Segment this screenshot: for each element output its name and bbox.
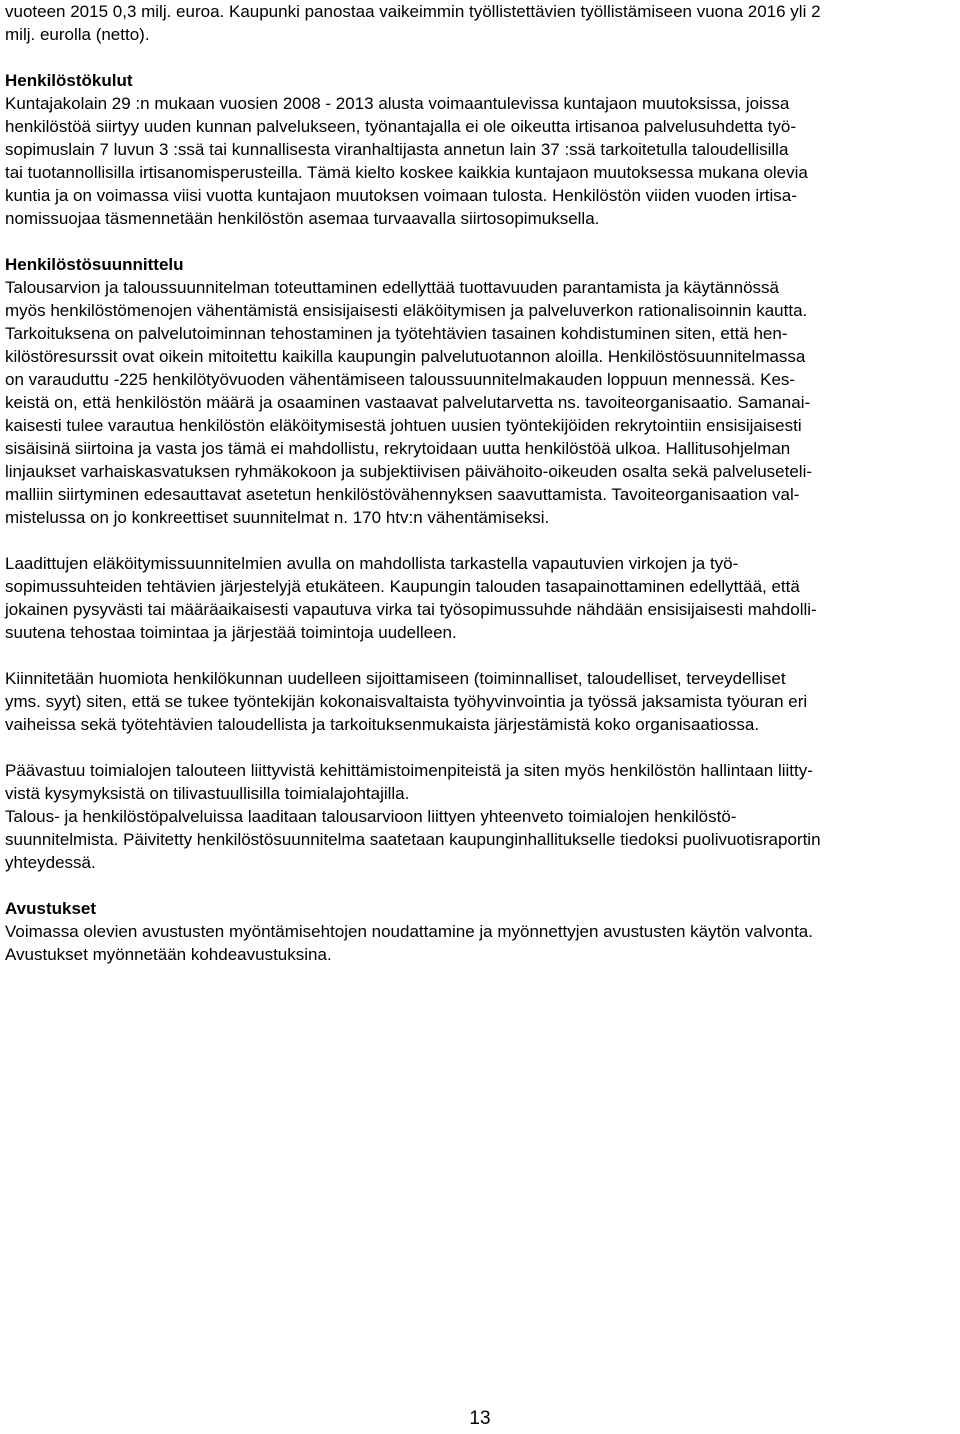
- text-line: on varauduttu -225 henkilötyövuoden vähentämiseen taloussuunnitelmakauden loppuun mennessä. Kes-: [5, 370, 796, 389]
- text-line: kaisesti tulee varautua henkilöstön eläköitymisestä johtuen uusien työntekijöiden rekrytointiin ensisijaisesti: [5, 416, 802, 435]
- text-line: mistelussa on jo konkreettiset suunnitelmat n. 170 htv:n vähentämiseksi.: [5, 508, 550, 527]
- paragraph: [5, 552, 955, 644]
- text-line: sopimussuhteiden tehtävien järjestelyjä etukäteen. Kaupungin talouden tasapainottaminen edellyttää, että: [5, 577, 800, 596]
- paragraph: [5, 667, 955, 736]
- text-line: Voimassa olevien avustusten myöntämisehtojen noudattamine ja myönnettyjen avustusten käytön valvonta.: [5, 922, 813, 941]
- paragraph: [5, 92, 955, 230]
- section-heading: Henkilöstökulut: [5, 71, 133, 90]
- text-line: sopimuslain 7 luvun 3 :ssä tai kunnallisesta viranhaltijasta annetun lain 37 :ssä tarkoitetulla taloudellisilla: [5, 140, 789, 159]
- text-line: Avustukset myönnetään kohdeavustuksina.: [5, 945, 332, 964]
- text-line: vistä kysymyksistä on tilivastuullisilla toimialajohtajilla.: [5, 784, 410, 803]
- text-line: Tarkoituksena on palvelutoiminnan tehostaminen ja työtehtävien tasainen kohdistuminen siten, että hen-: [5, 324, 788, 343]
- section-heading: Henkilöstösuunnittelu: [5, 255, 184, 274]
- paragraph: [5, 276, 955, 529]
- section-avustukset: [5, 897, 955, 966]
- text-line: suutena tehostaa toimintaa ja järjestää toimintoja uudelleen.: [5, 623, 457, 642]
- text-line: yms. syyt) siten, että se tukee työntekijän kokonaisvaltaista työhyvinvointia ja työssä jaksamista työuran eri: [5, 692, 808, 711]
- text-line: Talous- ja henkilöstöpalveluissa laaditaan talousarvioon liittyen yhteenveto toimialojen henkilöstö-: [5, 807, 737, 826]
- text-line: Kiinnitetään huomiota henkilökunnan uudelleen sijoittamiseen (toiminnalliset, taloudelliset, terveydelliset: [5, 669, 786, 688]
- intro-paragraph: [5, 0, 955, 46]
- section-heading: Avustukset: [5, 899, 97, 918]
- page-number: 13: [469, 1408, 491, 1429]
- text-line: milj. eurolla (netto).: [5, 25, 150, 44]
- text-line: vuoteen 2015 0,3 milj. euroa. Kaupunki panostaa vaikeimmin työllistettävien työllistämiseen vuona 2016 yli 2: [5, 2, 821, 21]
- text-line: myös henkilöstömenojen vähentämistä ensisijaisesti eläköitymisen ja palveluverkon rationalisoinnin kautta.: [5, 301, 808, 320]
- text-line: jokainen pysyvästi tai määräaikaisesti vapautuva virka tai työsopimussuhde nähdään ensisijaisesti mahdolli-: [5, 600, 817, 619]
- paragraph: [5, 759, 955, 874]
- text-line: kilöstöresurssit ovat oikein mitoitettu kaikilla kaupungin palvelutuotannon aloilla. Henkilöstösuunnitelmassa: [5, 347, 806, 366]
- text-line: vaiheissa sekä työtehtävien taloudellista ja tarkoituksenmukaista järjestämistä koko organisaatiossa.: [5, 715, 760, 734]
- text-line: tai tuotannollisilla irtisanomisperusteilla. Tämä kielto koskee kaikkia kuntajaon muutoksessa mukana olevia: [5, 163, 808, 182]
- text-line: Kuntajakolain 29 :n mukaan vuosien 2008 - 2013 alusta voimaantulevissa kuntajaon muutoksissa, joissa: [5, 94, 790, 113]
- text-line: henkilöstöä siirtyy uuden kunnan palvelukseen, työnantajalla ei ole oikeutta irtisanoa palvelusuhdetta työ-: [5, 117, 797, 136]
- text-line: malliin siirtyminen edesauttavat asetetun henkilöstövähennyksen saavuttamista. Tavoiteorganisaation val-: [5, 485, 800, 504]
- text-line: sisäisinä siirtoina ja vasta jos tämä ei mahdollistu, rekrytoidaan uutta henkilöstöä ulkoa. Hallitusohjelman: [5, 439, 791, 458]
- text-line: Laadittujen eläköitymissuunnitelmien avulla on mahdollista tarkastella vapautuvien virkojen ja työ-: [5, 554, 739, 573]
- text-line: suunnitelmista. Päivitetty henkilöstösuunnitelma saatetaan kaupunginhallitukselle tiedoksi puolivuotisraportin: [5, 830, 821, 849]
- section-henkilostokulut: [5, 69, 955, 230]
- text-line: Päävastuu toimialojen talouteen liittyvistä kehittämistoimenpiteistä ja siten myös henkilöstön hallintaan liitty-: [5, 761, 813, 780]
- text-line: Talousarvion ja taloussuunnitelman toteuttaminen edellyttää tuottavuuden parantamista ja käytännössä: [5, 278, 779, 297]
- text-line: kuntia ja on voimassa viisi vuotta kuntajaon muutoksen voimaan tulosta. Henkilöstön viiden vuoden irtisa-: [5, 186, 797, 205]
- document-page: [5, 0, 955, 966]
- paragraph: [5, 920, 955, 966]
- section-henkilostosuunnittelu: [5, 253, 955, 874]
- text-line: keistä on, että henkilöstön määrä ja osaaminen vastaavat palvelutarvetta ns. tavoiteorganisaatio. Samanai-: [5, 393, 811, 412]
- text-line: linjaukset varhaiskasvatuksen ryhmäkokoon ja subjektiivisen päivähoito-oikeuden osalta sekä palveluseteli-: [5, 462, 813, 481]
- text-line: yhteydessä.: [5, 853, 96, 872]
- text-line: nomissuojaa täsmennetään henkilöstön asemaa turvaavalla siirtosopimuksella.: [5, 209, 600, 228]
